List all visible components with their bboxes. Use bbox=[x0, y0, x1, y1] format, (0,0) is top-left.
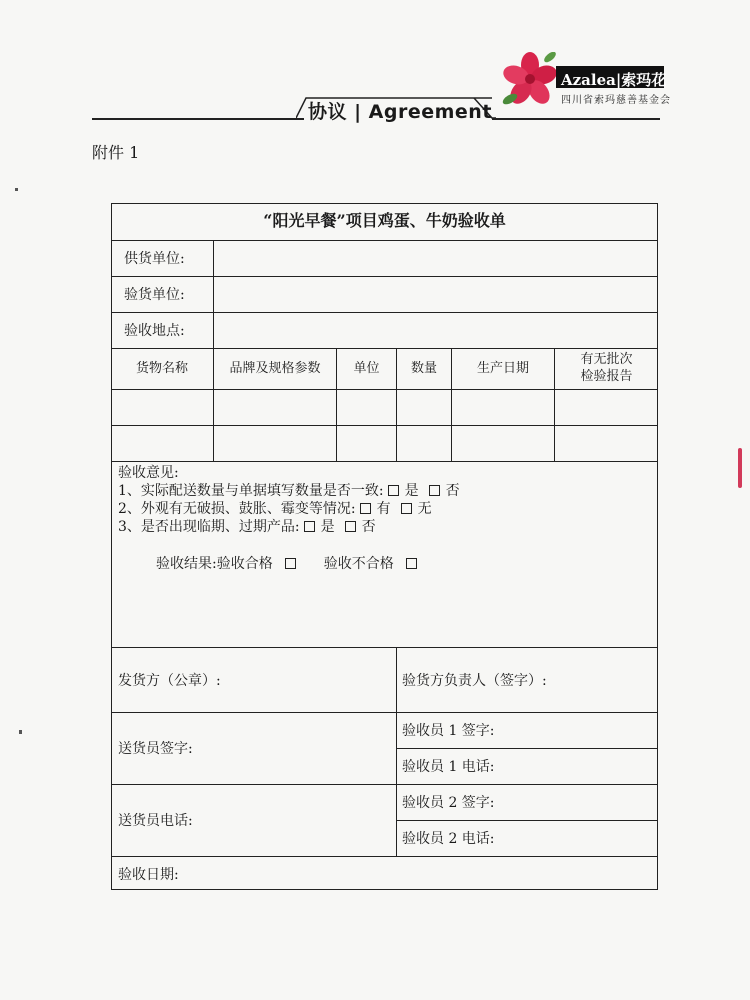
result-label: 验收结果: bbox=[156, 556, 217, 572]
q1-no-checkbox[interactable] bbox=[429, 485, 440, 496]
fail-checkbox[interactable] bbox=[406, 558, 417, 569]
inspector-head-label: 验货方负责人（签字）: bbox=[402, 673, 547, 689]
question-3-text: 3、是否出现临期、过期产品: bbox=[118, 519, 300, 535]
inspector1-phone-label: 验收员 1 电话: bbox=[402, 759, 495, 775]
deliverer-phone-label: 送货员电话: bbox=[118, 813, 193, 829]
deliverer-sign-label: 送货员签字: bbox=[118, 741, 193, 757]
logo-subtitle: 四川省索玛慈善基金会 bbox=[561, 95, 671, 106]
col-header-inspection-report-line2: 检验报告 bbox=[580, 369, 633, 384]
q2-no-label: 无 bbox=[417, 501, 432, 517]
inspector2-sign-label: 验收员 2 签字: bbox=[402, 795, 495, 811]
inspector-unit-field[interactable] bbox=[214, 277, 658, 312]
q1-no-label: 否 bbox=[445, 483, 460, 499]
attachment-label: 附件 1 bbox=[92, 143, 140, 162]
q1-yes-checkbox[interactable] bbox=[388, 485, 399, 496]
q3-yes-label: 是 bbox=[320, 519, 335, 535]
scan-mark bbox=[19, 730, 22, 734]
acceptance-date-label: 验收日期: bbox=[118, 867, 179, 883]
question-2-text: 2、外观有无破损、鼓胀、霉变等情况: bbox=[118, 501, 356, 517]
col-header-unit: 单位 bbox=[353, 361, 380, 376]
pass-label: 验收合格 bbox=[216, 556, 273, 572]
col-header-goods-name: 货物名称 bbox=[135, 361, 188, 376]
q2-yes-label: 有 bbox=[376, 501, 391, 517]
inspector1-sign-label: 验收员 1 签字: bbox=[402, 723, 495, 739]
q1-yes-label: 是 bbox=[404, 483, 419, 499]
azalea-flower-logo bbox=[500, 52, 562, 110]
question-1-text: 1、实际配送数量与单据填写数量是否一致: bbox=[118, 483, 384, 499]
col-header-brand-spec: 品牌及规格参数 bbox=[229, 361, 321, 376]
scan-mark bbox=[15, 188, 18, 191]
logo-text: Azalea|索玛花 bbox=[561, 71, 667, 89]
col-header-quantity: 数量 bbox=[410, 361, 437, 376]
header-title: 协议 | Agreement bbox=[308, 101, 492, 123]
supplier-field[interactable] bbox=[214, 241, 658, 276]
col-header-inspection-report bbox=[555, 351, 658, 385]
pass-checkbox[interactable] bbox=[285, 558, 296, 569]
question-3 bbox=[118, 518, 376, 536]
col-header-production-date: 生产日期 bbox=[476, 361, 529, 376]
q3-no-label: 否 bbox=[361, 519, 376, 535]
q2-no-checkbox[interactable] bbox=[401, 503, 412, 514]
scan-mark bbox=[738, 448, 742, 488]
inspector-unit-label: 验货单位: bbox=[124, 287, 185, 303]
location-label: 验收地点: bbox=[124, 323, 185, 339]
result-row bbox=[156, 555, 423, 573]
question-2 bbox=[118, 500, 432, 518]
form-title: “阳光早餐”项目鸡蛋、牛奶验收单 bbox=[263, 211, 506, 230]
q2-yes-checkbox[interactable] bbox=[360, 503, 371, 514]
supplier-label: 供货单位: bbox=[124, 251, 185, 267]
opinion-heading: 验收意见: bbox=[118, 465, 179, 481]
inspector2-phone-label: 验收员 2 电话: bbox=[402, 831, 495, 847]
location-field[interactable] bbox=[214, 313, 658, 348]
question-1 bbox=[118, 482, 460, 500]
q3-no-checkbox[interactable] bbox=[345, 521, 356, 532]
table-row[interactable] bbox=[111, 390, 658, 425]
col-header-inspection-report-line1: 有无批次 bbox=[580, 352, 633, 367]
shipper-seal-label: 发货方（公章）: bbox=[118, 673, 221, 689]
q3-yes-checkbox[interactable] bbox=[304, 521, 315, 532]
table-row[interactable] bbox=[111, 426, 658, 461]
fail-label: 验收不合格 bbox=[323, 556, 394, 572]
